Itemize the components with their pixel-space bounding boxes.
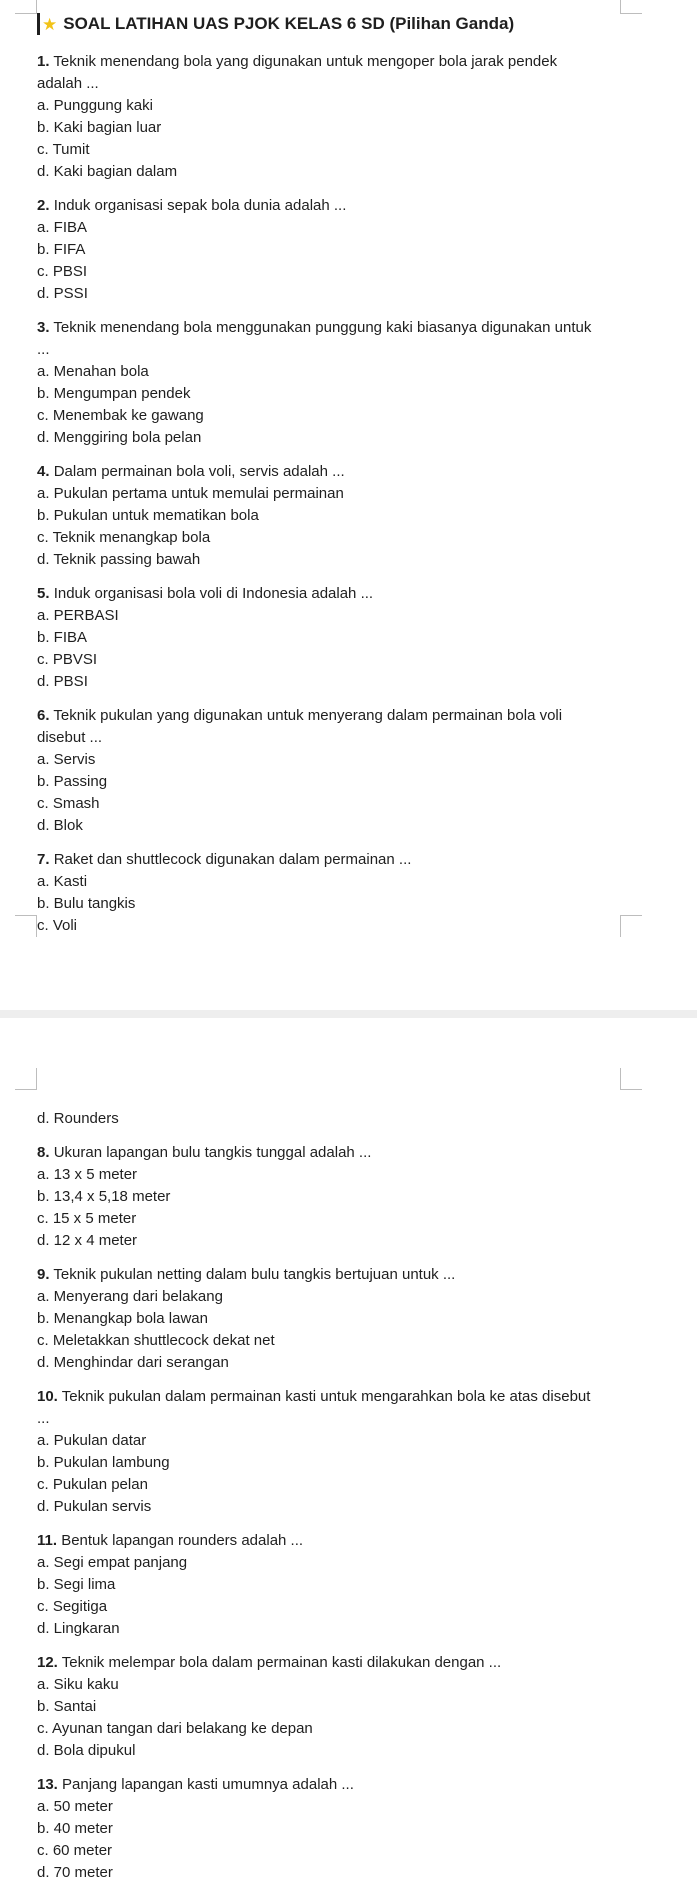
answer-option: d. Teknik passing bawah: [37, 551, 201, 568]
answer-option: c. 15 x 5 meter: [37, 1210, 137, 1227]
question-text: [37, 1774, 627, 1796]
question-text: [37, 73, 627, 95]
answer-option: d. Blok: [37, 817, 83, 834]
answer-option: d. PSSI: [37, 285, 88, 302]
document-body[interactable]: [37, 1108, 627, 1896]
question-number: 4.: [37, 463, 50, 480]
page-corner-mark: [15, 915, 37, 937]
answer-option: d. 12 x 4 meter: [37, 1232, 138, 1249]
question-number: 12.: [37, 1654, 58, 1671]
answer-option: c. Tumit: [37, 141, 90, 158]
question-text: [37, 849, 627, 871]
question-line: ...: [37, 341, 50, 358]
question-text: [37, 727, 627, 749]
question-number: 10.: [37, 1388, 58, 1405]
question-line: Bentuk lapangan rounders adalah ...: [61, 1532, 304, 1549]
answer-option: d. Pukulan servis: [37, 1498, 152, 1515]
page-corner-mark: [15, 1068, 37, 1090]
question-block: [37, 705, 627, 837]
question-line: Induk organisasi sepak bola dunia adalah ...: [53, 197, 347, 214]
answer-option: a. FIBA: [37, 219, 88, 236]
question-text: [37, 1530, 627, 1552]
question-line: Teknik pukulan netting dalam bulu tangkis bertujuan untuk ...: [53, 1266, 456, 1283]
answer-option: b. FIFA: [37, 241, 86, 258]
answer-option: b. 13,4 x 5,18 meter: [37, 1188, 171, 1205]
answer-option: a. Menyerang dari belakang: [37, 1288, 223, 1305]
question-number: 6.: [37, 707, 50, 724]
answer-option: a. Siku kaku: [37, 1676, 119, 1693]
question-block: [37, 1774, 627, 1884]
page-corner-mark: [15, 0, 37, 14]
answer-option: c. PBVSI: [37, 651, 98, 668]
question-text: [37, 339, 627, 361]
answer-option: b. Menangkap bola lawan: [37, 1310, 208, 1327]
question-number: 13.: [37, 1776, 58, 1793]
question-block: [37, 1142, 627, 1252]
question-line: Teknik menendang bola menggunakan punggung kaki biasanya digunakan untuk: [53, 319, 592, 336]
document-title: SOAL LATIHAN UAS PJOK KELAS 6 SD (Pilihan Ganda): [63, 14, 515, 33]
text-cursor: [37, 13, 40, 35]
question-block: [37, 195, 627, 305]
answer-option: a. Servis: [37, 751, 96, 768]
question-block: [37, 849, 627, 937]
question-text: [37, 1264, 627, 1286]
answer-option: c. Meletakkan shuttlecock dekat net: [37, 1332, 275, 1349]
question-text: [37, 1386, 627, 1408]
question-line: Ukuran lapangan bulu tangkis tunggal adalah ...: [53, 1144, 372, 1161]
question-text: [37, 51, 627, 73]
question-line: Teknik menendang bola yang digunakan untuk mengoper bola jarak pendek: [53, 53, 558, 70]
question-number: 2.: [37, 197, 50, 214]
answer-option: c. Segitiga: [37, 1598, 108, 1615]
answer-option: c. Voli: [37, 917, 78, 934]
answer-option: b. Bulu tangkis: [37, 895, 136, 912]
answer-option: a. 50 meter: [37, 1798, 113, 1815]
answer-option: d. Lingkaran: [37, 1620, 120, 1637]
question-list: [37, 1142, 627, 1884]
question-line: disebut ...: [37, 729, 103, 746]
question-text: [37, 1652, 627, 1674]
question-number: 11.: [37, 1532, 58, 1549]
question-block: [37, 1530, 627, 1640]
question-block: [37, 461, 627, 571]
answer-option: d. PBSI: [37, 673, 88, 690]
answer-option: b. FIBA: [37, 629, 88, 646]
question-line: Dalam permainan bola voli, servis adalah ...: [53, 463, 345, 480]
question-text: [37, 317, 627, 339]
question-line: Panjang lapangan kasti umumnya adalah ...: [62, 1776, 354, 1793]
answer-option: b. Pukulan lambung: [37, 1454, 170, 1471]
question-block: [37, 317, 627, 449]
document-body[interactable]: [37, 11, 627, 949]
question-block: [37, 583, 627, 693]
question-text: [37, 195, 627, 217]
answer-option: d. Menghindar dari serangan: [37, 1354, 229, 1371]
answer-option: b. Kaki bagian luar: [37, 119, 162, 136]
document-page-2: [0, 1018, 697, 1882]
question-text: [37, 583, 627, 605]
question-number: 9.: [37, 1266, 50, 1283]
answer-option: c. 60 meter: [37, 1842, 113, 1859]
page-corner-mark: [620, 1068, 642, 1090]
question-block: [37, 1652, 627, 1762]
answer-option: a. Menahan bola: [37, 363, 149, 380]
answer-option: b. 40 meter: [37, 1820, 113, 1837]
answer-option: a. Segi empat panjang: [37, 1554, 188, 1571]
answer-option: b. Santai: [37, 1698, 97, 1715]
answer-option: d. Kaki bagian dalam: [37, 163, 178, 180]
answer-option: c. Ayunan tangan dari belakang ke depan: [37, 1720, 313, 1737]
answer-option: a. PERBASI: [37, 607, 119, 624]
answer-option: b. Pukulan untuk mematikan bola: [37, 507, 259, 524]
question-line: ...: [37, 1410, 50, 1427]
answer-option: d. 70 meter: [37, 1864, 113, 1881]
star-icon: ★: [42, 14, 58, 34]
question-number: 1.: [37, 53, 50, 70]
question-text: [37, 1408, 627, 1430]
question-line: Teknik pukulan dalam permainan kasti untuk mengarahkan bola ke atas disebut: [61, 1388, 591, 1405]
question-number: 5.: [37, 585, 50, 602]
answer-option: d. Bola dipukul: [37, 1742, 136, 1759]
answer-option: a. Punggung kaki: [37, 97, 153, 114]
title-row: [37, 11, 627, 37]
answer-option: b. Segi lima: [37, 1576, 116, 1593]
answer-option: d. Rounders: [37, 1110, 119, 1127]
question-number: 8.: [37, 1144, 50, 1161]
question-text: [37, 705, 627, 727]
page-gap: [0, 1010, 697, 1018]
answer-option: c. Pukulan pelan: [37, 1476, 148, 1493]
question-block: [37, 1264, 627, 1374]
answer-option: a. Pukulan pertama untuk memulai permainan: [37, 485, 344, 502]
answer-option: d. Menggiring bola pelan: [37, 429, 202, 446]
answer-option: b. Passing: [37, 773, 108, 790]
question-list: [37, 51, 627, 937]
answer-option: c. Smash: [37, 795, 100, 812]
question-block: [37, 1386, 627, 1518]
answer-option: c. PBSI: [37, 263, 88, 280]
answer-option: c. Menembak ke gawang: [37, 407, 204, 424]
answer-option: c. Teknik menangkap bola: [37, 529, 211, 546]
question-line: Teknik melempar bola dalam permainan kasti dilakukan dengan ...: [61, 1654, 502, 1671]
question-number: 7.: [37, 851, 50, 868]
question-line: adalah ...: [37, 75, 99, 92]
answer-option: a. 13 x 5 meter: [37, 1166, 138, 1183]
question-text: [37, 461, 627, 483]
question-line: Teknik pukulan yang digunakan untuk menyerang dalam permainan bola voli: [53, 707, 563, 724]
question-block: [37, 51, 627, 183]
question-number: 3.: [37, 319, 50, 336]
answer-option: a. Kasti: [37, 873, 88, 890]
question-line: Raket dan shuttlecock digunakan dalam permainan ...: [53, 851, 412, 868]
question-line: Induk organisasi bola voli di Indonesia adalah ...: [53, 585, 374, 602]
question-text: [37, 1142, 627, 1164]
answer-option: b. Mengumpan pendek: [37, 385, 191, 402]
answer-option: a. Pukulan datar: [37, 1432, 147, 1449]
